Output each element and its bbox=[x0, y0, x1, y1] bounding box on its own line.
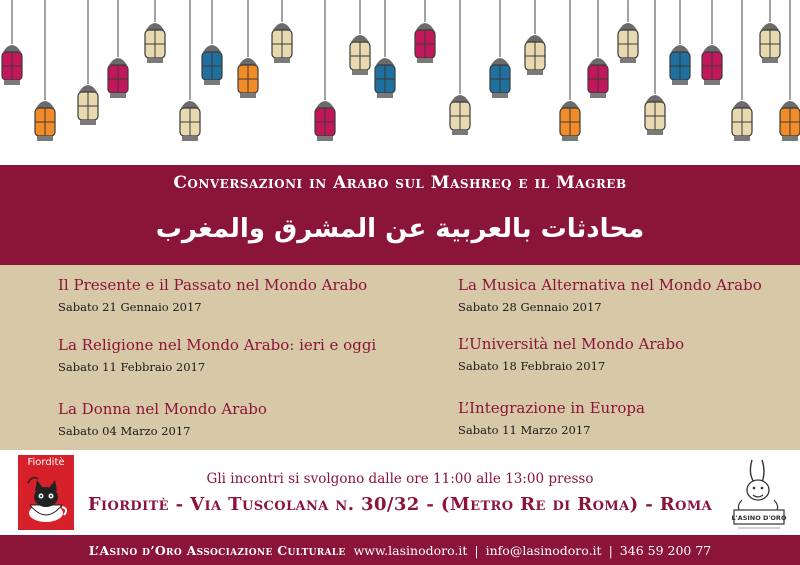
fiordite-logo-text: Fiorditè bbox=[27, 457, 65, 468]
lantern-icon bbox=[2, 0, 22, 85]
lantern-icon bbox=[202, 0, 222, 85]
footer bbox=[0, 535, 800, 565]
lantern-icon bbox=[415, 0, 435, 63]
lantern-icon bbox=[560, 0, 580, 141]
event-date: Sabato 18 Febbraio 2017 bbox=[458, 359, 606, 373]
event-item bbox=[458, 399, 645, 437]
association-name: L’Asino d’Oro Associazione Culturale bbox=[88, 542, 346, 558]
lantern-icon bbox=[780, 0, 800, 141]
fiordite-logo bbox=[18, 455, 74, 530]
website-link[interactable]: www.lasinodoro.it bbox=[353, 542, 468, 558]
arabic-title: محادثات بالعربية عن المشرق والمغرب bbox=[155, 214, 645, 244]
event-date: Sabato 11 Marzo 2017 bbox=[458, 423, 591, 437]
lantern-icon bbox=[375, 0, 395, 98]
asino-logo-text: L'ASINO D'ORO bbox=[731, 514, 787, 522]
event-title: La Religione nel Mondo Arabo: ieri e oggi bbox=[58, 336, 377, 354]
lantern-decoration bbox=[0, 0, 800, 165]
asino-doro-logo bbox=[728, 456, 790, 532]
event-item bbox=[458, 335, 684, 373]
phone-number: 346 59 200 77 bbox=[619, 542, 712, 558]
separator: | bbox=[474, 542, 479, 558]
lantern-icon bbox=[525, 0, 545, 75]
email-link[interactable]: info@lasinodoro.it bbox=[485, 542, 602, 558]
event-item bbox=[58, 336, 376, 374]
event-date: Sabato 28 Gennaio 2017 bbox=[458, 300, 602, 314]
lantern-icon bbox=[272, 0, 292, 63]
lantern-icon bbox=[702, 0, 722, 85]
event-date: Sabato 04 Marzo 2017 bbox=[58, 424, 191, 438]
separator: | bbox=[608, 542, 613, 558]
lantern-icon bbox=[350, 0, 370, 75]
lantern-icon bbox=[588, 0, 608, 98]
lantern-icon bbox=[180, 0, 200, 141]
venue-info bbox=[0, 450, 800, 535]
event-title: L’Integrazione in Europa bbox=[458, 399, 645, 417]
event-item bbox=[58, 276, 367, 314]
event-title: La Donna nel Mondo Arabo bbox=[58, 400, 267, 418]
event-date: Sabato 11 Febbraio 2017 bbox=[58, 360, 206, 374]
lantern-icon bbox=[760, 0, 780, 63]
venue-hours: Gli incontri si svolgono dalle ore 11:00 alle 13:00 presso bbox=[206, 471, 594, 487]
event-title: Il Presente e il Passato nel Mondo Arabo bbox=[58, 276, 368, 294]
lantern-icon bbox=[645, 0, 665, 135]
lantern-icon bbox=[238, 0, 258, 98]
venue-address: Fiorditè - Via Tuscolana n. 30/32 - (Metro Re di Roma) - Roma bbox=[87, 494, 713, 515]
lantern-icon bbox=[145, 0, 165, 63]
lantern-icon bbox=[670, 0, 690, 85]
event-title: La Musica Alternativa nel Mondo Arabo bbox=[458, 276, 762, 294]
lantern-icon bbox=[490, 0, 510, 98]
donkey-icon bbox=[728, 456, 790, 532]
event-schedule bbox=[0, 265, 800, 450]
event-date: Sabato 21 Gennaio 2017 bbox=[58, 300, 202, 314]
event-item bbox=[58, 400, 267, 438]
event-item bbox=[458, 276, 762, 314]
event-title: L’Università nel Mondo Arabo bbox=[458, 335, 685, 353]
lantern-icon bbox=[315, 0, 335, 141]
lantern-icon bbox=[732, 0, 752, 141]
lantern-icon bbox=[108, 0, 128, 98]
lantern-icon bbox=[78, 0, 98, 125]
lantern-icon bbox=[35, 0, 55, 141]
lantern-icon bbox=[450, 0, 470, 135]
page-title: Conversazioni in Arabo sul Mashreq e il Magreb bbox=[173, 173, 627, 193]
lantern-icon bbox=[618, 0, 638, 63]
lanterns-illustration bbox=[0, 0, 800, 165]
